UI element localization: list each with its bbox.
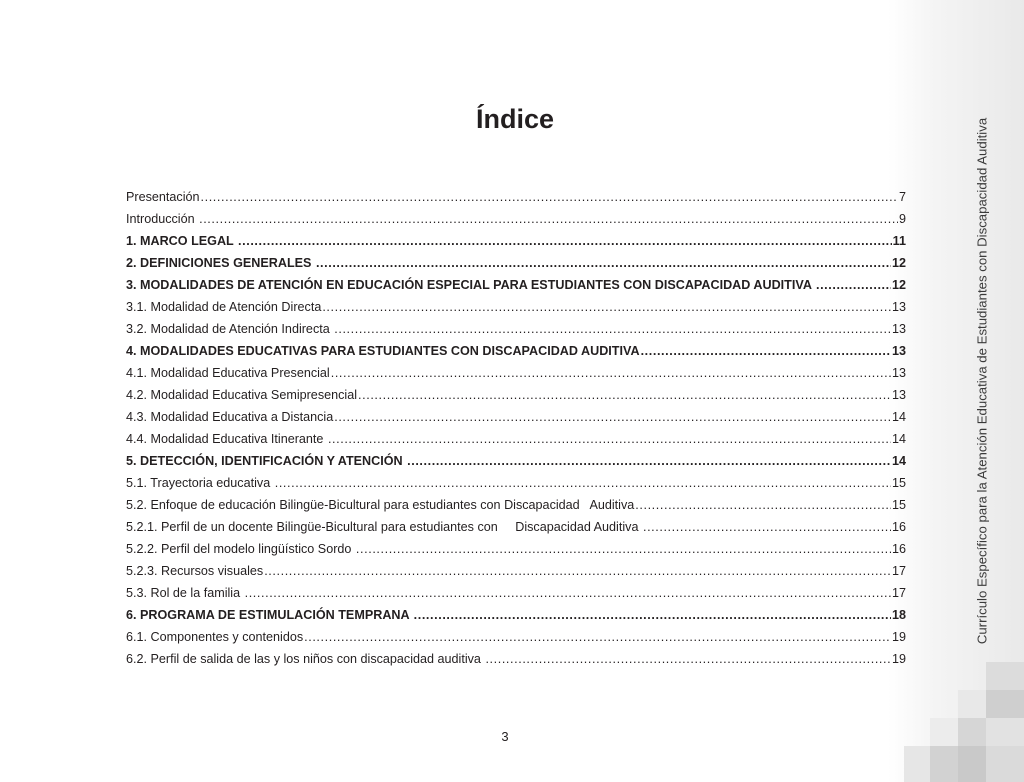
toc-entry[interactable] <box>126 318 906 340</box>
toc-entry-label: 5.2.3. Recursos visuales <box>126 564 264 578</box>
toc-entry[interactable] <box>126 582 906 604</box>
toc-entry-page: 13 <box>891 366 906 380</box>
toc-entry-label: 5.3. Rol de la familia <box>126 586 244 600</box>
toc-entry-page: 19 <box>891 652 906 666</box>
toc-entry[interactable] <box>126 428 906 450</box>
toc-entry[interactable] <box>126 230 906 252</box>
toc-entry[interactable] <box>126 538 906 560</box>
toc-entry[interactable] <box>126 384 906 406</box>
toc-entry[interactable] <box>126 516 906 538</box>
toc-entry-page: 13 <box>891 300 906 314</box>
decorative-square <box>986 690 1024 718</box>
toc-dot-leader <box>238 230 892 252</box>
toc-entry-page: 12 <box>891 256 906 270</box>
toc-entry[interactable] <box>126 340 906 362</box>
toc-entry[interactable] <box>126 604 906 626</box>
decorative-square <box>904 746 930 782</box>
toc-dot-leader <box>407 450 891 472</box>
toc-dot-leader <box>328 428 891 450</box>
page-title: Índice <box>475 104 555 134</box>
toc-entry-label: 6. PROGRAMA DE ESTIMULACIÓN TEMPRANA <box>126 608 413 622</box>
toc-entry-label: 4.1. Modalidad Educativa Presencial <box>126 366 330 380</box>
toc-entry-label: 5.2.2. Perfil del modelo lingüístico Sordo <box>126 542 355 556</box>
toc-dot-leader <box>322 296 891 318</box>
toc-entry-page: 16 <box>891 542 906 556</box>
toc-entry-page: 15 <box>891 498 906 512</box>
toc-entry-page: 9 <box>898 212 906 226</box>
toc-entry-page: 17 <box>891 564 906 578</box>
decorative-square <box>986 746 1024 782</box>
toc-dot-leader <box>275 472 891 494</box>
decorative-square <box>958 690 986 718</box>
toc-dot-leader <box>264 560 891 582</box>
toc-entry-label: 4.3. Modalidad Educativa a Distancia <box>126 410 334 424</box>
toc-dot-leader <box>641 340 891 362</box>
toc-dot-leader <box>356 538 891 560</box>
toc-dot-leader <box>334 318 891 340</box>
toc-entry-label: 4. MODALIDADES EDUCATIVAS PARA ESTUDIANTES CON DISCAPACIDAD AUDITIVA <box>126 344 640 358</box>
toc-dot-leader <box>304 626 891 648</box>
toc-entry-page: 14 <box>891 432 906 446</box>
toc-dot-leader <box>199 208 898 230</box>
toc-entry-label: 5.2.1. Perfil de un docente Bilingüe-Bicultural para estudiantes con Discapacidad Auditiva <box>126 520 642 534</box>
toc-entry[interactable] <box>126 472 906 494</box>
page-number: 3 <box>501 729 509 744</box>
toc-entry[interactable] <box>126 296 906 318</box>
toc-dot-leader <box>316 252 891 274</box>
toc-entry[interactable] <box>126 626 906 648</box>
toc-entry-label: 5.1. Trayectoria educativa <box>126 476 274 490</box>
toc-entry-label: 6.2. Perfil de salida de las y los niños con discapacidad auditiva <box>126 652 485 666</box>
toc-entry-label: 2. DEFINICIONES GENERALES <box>126 256 315 270</box>
toc-entry-label: 3.1. Modalidad de Atención Directa <box>126 300 322 314</box>
toc-entry-label: 3.2. Modalidad de Atención Indirecta <box>126 322 334 336</box>
toc-entry[interactable] <box>126 274 906 296</box>
toc-dot-leader <box>485 648 891 670</box>
toc-entry[interactable] <box>126 406 906 428</box>
toc-entry-label: 6.1. Componentes y contenidos <box>126 630 304 644</box>
toc-entry-page: 17 <box>891 586 906 600</box>
decorative-square <box>930 746 958 782</box>
toc-dot-leader <box>635 494 891 516</box>
toc-entry-page: 11 <box>892 234 906 248</box>
toc-entry[interactable] <box>126 208 906 230</box>
toc-entry-page: 12 <box>891 278 906 292</box>
toc-dot-leader <box>245 582 891 604</box>
toc-entry-page: 19 <box>891 630 906 644</box>
toc-dot-leader <box>816 274 891 296</box>
toc-entry-page: 15 <box>891 476 906 490</box>
toc-dot-leader <box>358 384 891 406</box>
toc-entry-page: 13 <box>891 388 906 402</box>
toc-entry-label: Introducción <box>126 212 199 226</box>
toc-dot-leader <box>643 516 891 538</box>
toc-entry-page: 7 <box>898 190 906 204</box>
toc-entry-label: 3. MODALIDADES DE ATENCIÓN EN EDUCACIÓN ESPECIAL PARA ESTUDIANTES CON DISCAPACIDAD AUDITIVA <box>126 278 815 292</box>
toc-entry-page: 18 <box>891 608 906 622</box>
decorative-square <box>986 662 1024 690</box>
toc-entry[interactable] <box>126 494 906 516</box>
toc-entry[interactable] <box>126 560 906 582</box>
table-of-contents <box>126 186 906 670</box>
toc-dot-leader <box>201 186 898 208</box>
toc-entry[interactable] <box>126 362 906 384</box>
toc-entry-label: 5. DETECCIÓN, IDENTIFICACIÓN Y ATENCIÓN <box>126 454 407 468</box>
toc-dot-leader <box>334 406 891 428</box>
toc-entry-label: Presentación <box>126 190 200 204</box>
toc-entry[interactable] <box>126 252 906 274</box>
side-running-title: Currículo Específico para la Atención Educativa de Estudiantes con Discapacidad Auditiva <box>974 117 990 645</box>
toc-entry-page: 16 <box>891 520 906 534</box>
toc-entry-label: 4.2. Modalidad Educativa Semipresencial <box>126 388 358 402</box>
toc-dot-leader <box>414 604 891 626</box>
toc-entry-page: 14 <box>891 410 906 424</box>
toc-entry[interactable] <box>126 186 906 208</box>
toc-entry-label: 5.2. Enfoque de educación Bilingüe-Bicultural para estudiantes con Discapacidad Auditiva <box>126 498 635 512</box>
toc-entry[interactable] <box>126 648 906 670</box>
toc-entry-page: 13 <box>891 344 906 358</box>
toc-entry[interactable] <box>126 450 906 472</box>
toc-dot-leader <box>331 362 891 384</box>
decorative-square <box>958 746 986 782</box>
toc-entry-label: 4.4. Modalidad Educativa Itinerante <box>126 432 327 446</box>
toc-entry-page: 14 <box>891 454 906 468</box>
toc-entry-label: 1. MARCO LEGAL <box>126 234 238 248</box>
toc-entry-page: 13 <box>891 322 906 336</box>
